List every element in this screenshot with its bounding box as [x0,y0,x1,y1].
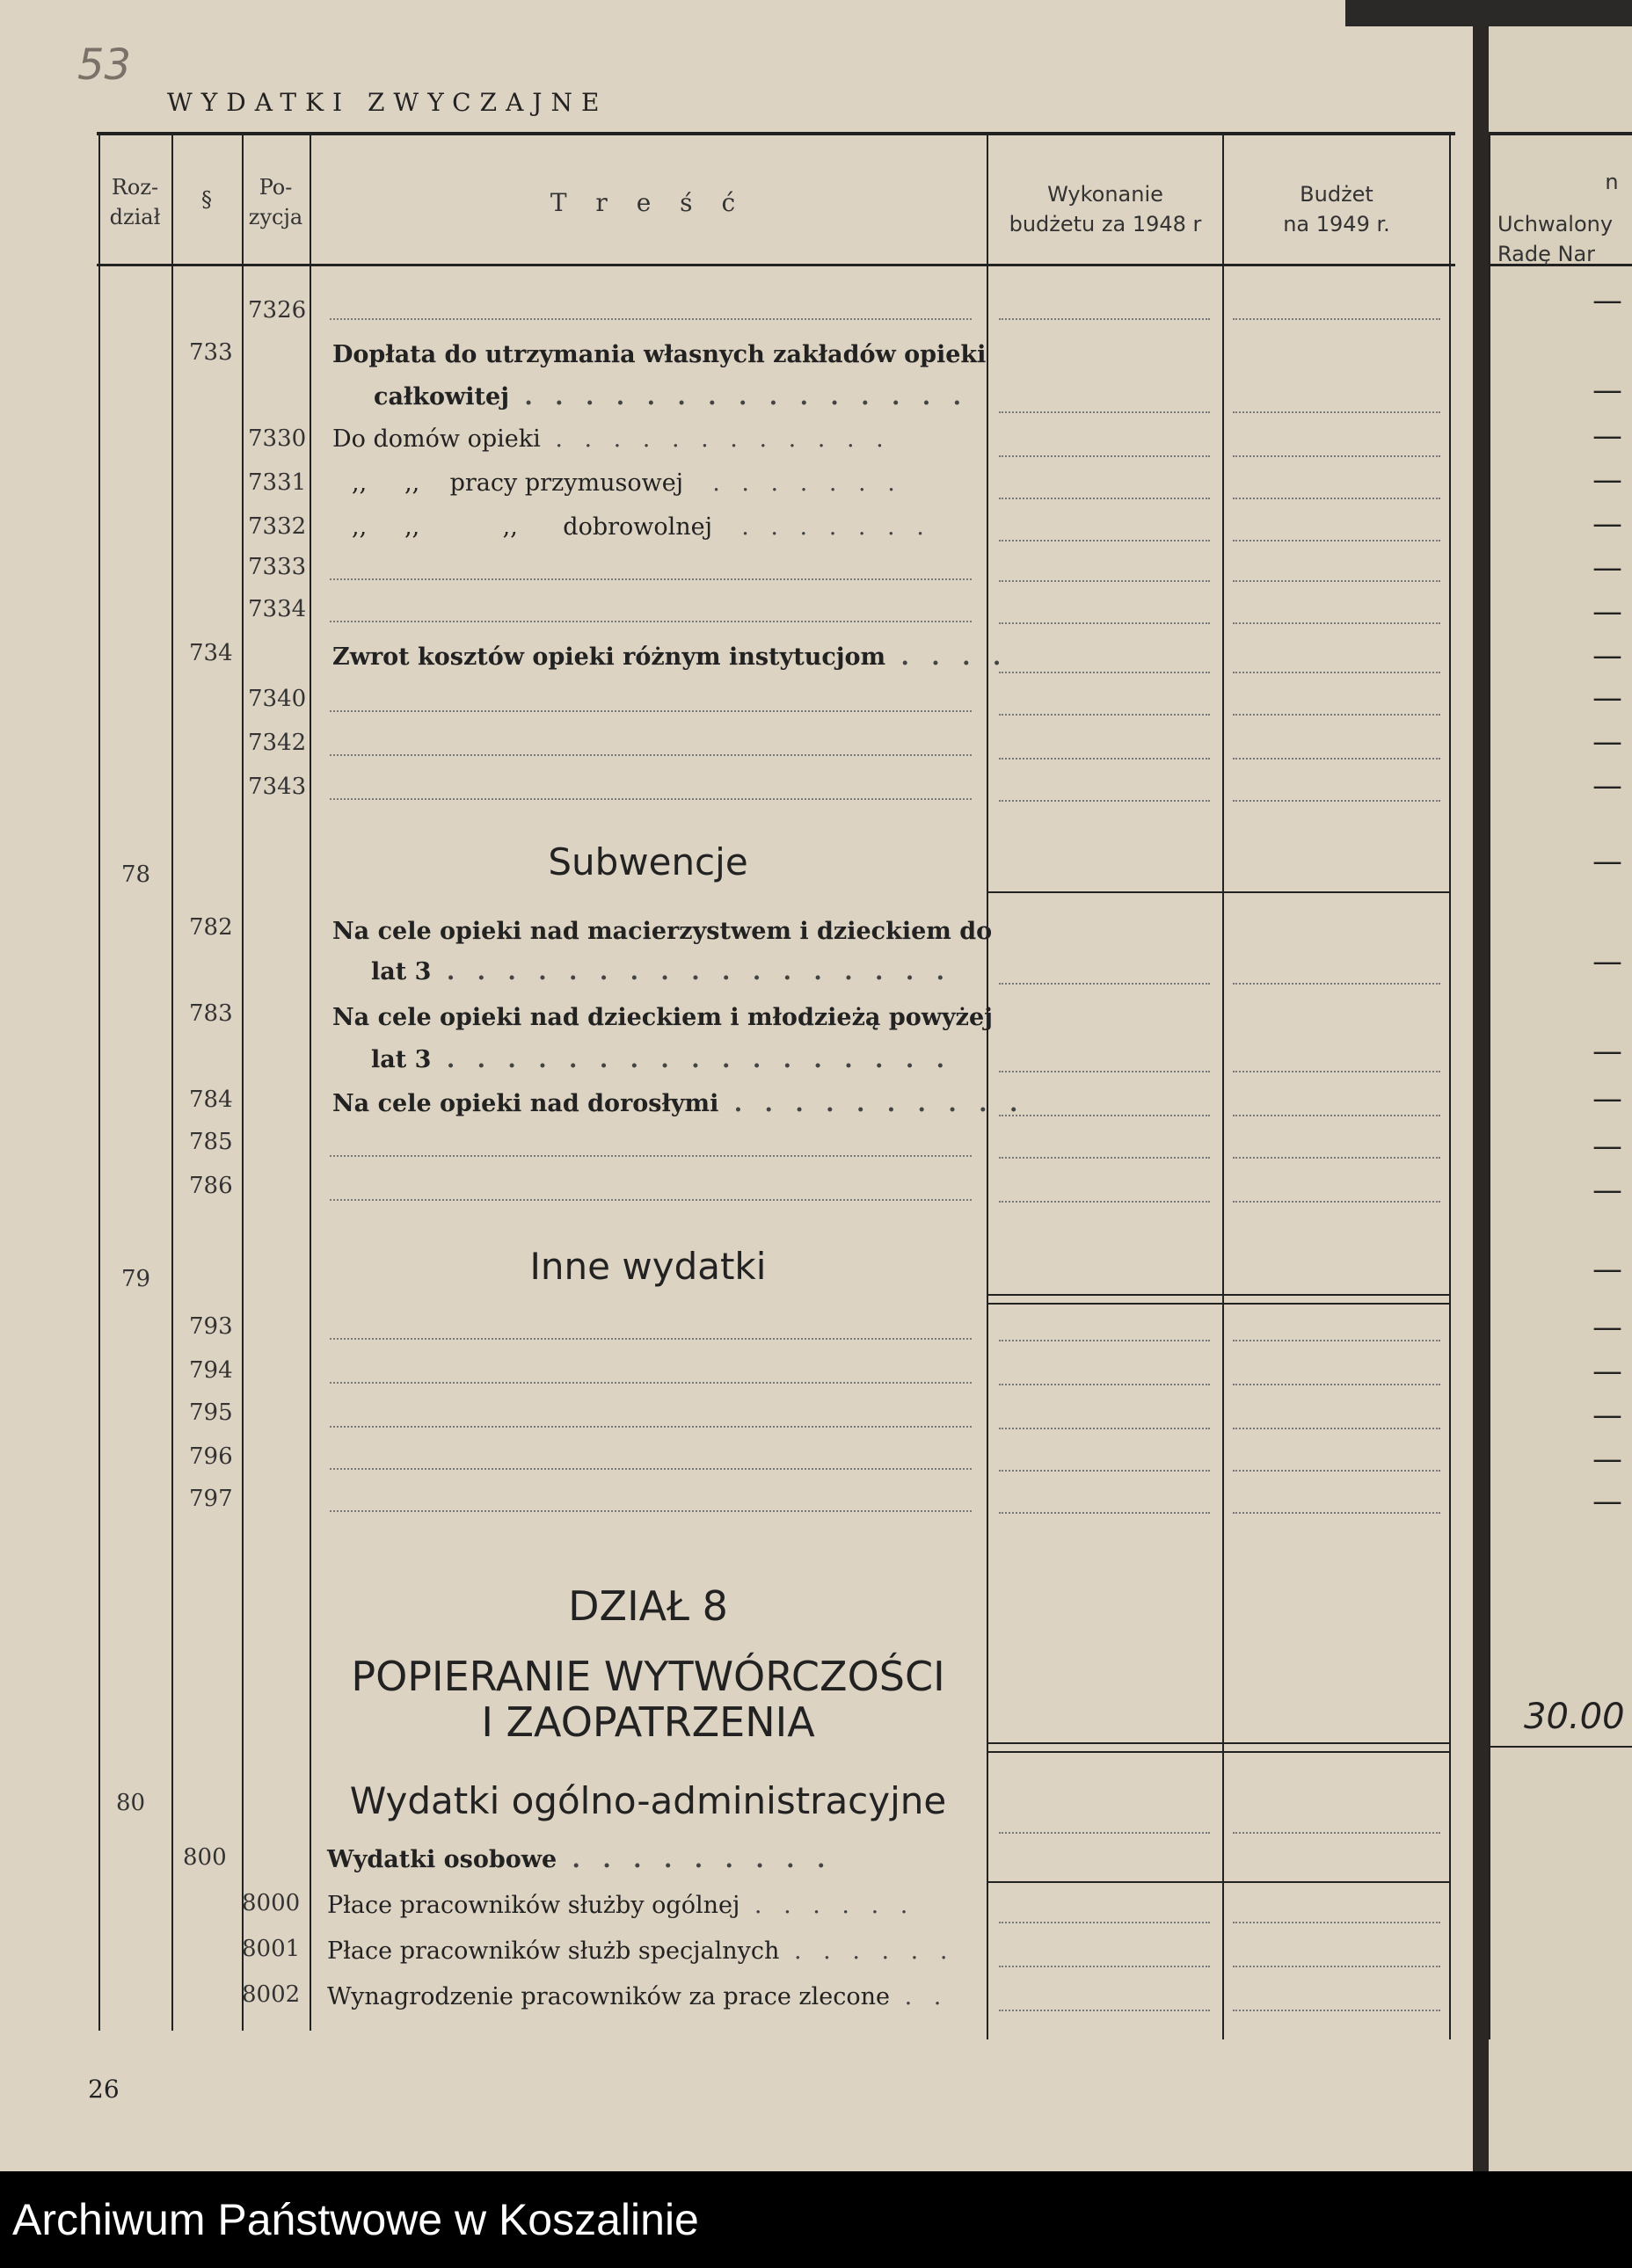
row-text: Zwrot kosztów opieki różnym instytucjom . . . . [332,643,1009,671]
cell-rule [988,1294,1449,1296]
cell-line [999,455,1210,457]
pozycja-number: 7331 [248,469,307,496]
cell-line [999,411,1210,413]
dotted-leader [330,1510,972,1512]
cell-line [999,2010,1210,2011]
row-text: Wynagrodzenie pracowników za prace zlecone . . [327,1983,949,2010]
cell-rule [988,1751,1449,1753]
dotted-leader [330,798,972,800]
cell-line [999,1512,1210,1514]
cell-line [1233,1384,1440,1385]
pozycja-number: 7332 [248,513,307,540]
cell-line [1233,1966,1440,1967]
paragraf-number: 783 [189,1000,233,1027]
col-header-wykonanie: Wykonanie budżetu za 1948 r [1009,182,1202,236]
pozycja-number: 8002 [242,1981,301,2008]
archive-footer: Archiwum Państwowe w Koszalinie [0,2171,1632,2268]
cell-line [1233,1157,1440,1159]
paragraf-number: 782 [189,914,233,941]
cell-line [999,580,1210,582]
pozycja-number: 7333 [248,554,307,580]
next-page-col-rule [1489,132,1490,2039]
col-header-pozycja: Po- zycja [248,175,303,229]
dzial-heading: DZIAŁ 8 [568,1582,728,1630]
dotted-leader [330,754,972,756]
dotted-leader [330,710,972,712]
empty-value-dash: — [1592,373,1622,408]
cell-rule [988,1881,1449,1883]
cell-rule [988,891,1449,893]
cell-line [1233,1470,1440,1472]
col-rule [98,132,100,2031]
dotted-leader [330,621,972,622]
paragraf-number: 795 [189,1399,233,1426]
empty-value-dash: — [1592,768,1622,803]
paragraf-number: 733 [189,339,233,366]
row-text: Do domów opieki . . . . . . . . . . . . [332,425,891,453]
header-title: WYDATKI ZWYCZAJNE [167,88,608,117]
cell-line [999,498,1210,499]
next-page-edge [1473,0,1632,2171]
paragraf-number: 793 [189,1313,233,1340]
cell-line [999,758,1210,760]
cell-line [1233,1428,1440,1429]
paragraf-number: 797 [189,1486,233,1512]
row-text: Wydatki osobowe . . . . . . . . . [327,1846,833,1873]
pozycja-number: 7340 [248,686,307,712]
cell-line [1233,498,1440,499]
cell-line [1233,540,1440,542]
page-number: 26 [88,2075,120,2104]
cell-line [1233,1115,1440,1116]
cell-line [1233,1071,1440,1072]
dzial-title-line2: I ZAOPATRZENIA [481,1698,815,1746]
cell-line [1233,1922,1440,1923]
paragraf-number: 785 [189,1129,233,1155]
col-header-budzet: Budżet na 1949 r. [1283,182,1390,236]
cell-line [1233,580,1440,582]
empty-value-dash: — [1592,1354,1622,1389]
empty-value-dash: — [1592,1173,1622,1208]
cell-line [999,983,1210,985]
cell-line [999,1115,1210,1116]
cell-rule [988,1742,1449,1744]
empty-value-dash: — [1592,944,1622,979]
cell-line [999,318,1210,320]
empty-value-dash: — [1592,1442,1622,1477]
row-text: Płace pracowników służby ogólnej . . . . . . [327,1892,915,1919]
col-header-rozdzial: Roz- dział [109,175,161,229]
dotted-leader [330,1468,972,1470]
cell-line [999,1071,1210,1072]
paragraf-number: 786 [189,1173,233,1199]
row-text: Dopłata do utrzymania własnych zakładów opieki [332,341,987,368]
empty-value-dash: — [1592,462,1622,498]
section-heading-inne-wydatki: Inne wydatki [529,1245,767,1288]
cell-line [1233,672,1440,673]
empty-value-dash: — [1592,844,1622,879]
cell-line [999,714,1210,716]
cell-line [1233,455,1440,457]
rozdzial-number: 78 [121,861,151,888]
cell-line [999,1157,1210,1159]
next-page-subheader-fragment: Uchwalony Radę Nar [1497,212,1614,266]
row-text: całkowitej . . . . . . . . . . . . . . . [374,383,968,411]
row-text: Płace pracowników służb specjalnych . . . . . . [327,1937,955,1965]
cell-line [999,672,1210,673]
cell-line [1233,1340,1440,1341]
col-rule [171,132,173,2031]
row-text: Na cele opieki nad dzieckiem i młodzieżą powyżej [332,1004,993,1031]
cell-line [999,540,1210,542]
cell-line [1233,800,1440,802]
row-text: ,, ,, pracy przymusowej . . . . . . . [352,469,902,497]
dotted-leader [330,1426,972,1428]
empty-value-dash: — [1592,550,1622,585]
dzial-title-line1: POPIERANIE WYTWÓRCZOŚCI [351,1653,945,1700]
section-heading-subwencje: Subwencje [548,840,748,883]
pozycja-number: 7330 [248,425,307,452]
empty-value-dash: — [1592,1081,1622,1116]
empty-value-dash: — [1592,1252,1622,1287]
row-text: Na cele opieki nad macierzystwem i dzieckiem do [332,918,993,945]
col-rule [987,132,988,2039]
pozycja-number: 7334 [248,596,307,622]
cell-line [1233,2010,1440,2011]
page-code-handwritten: 53 [77,40,132,90]
empty-value-dash: — [1592,594,1622,629]
cell-line [1233,1201,1440,1203]
empty-value-dash: — [1592,1398,1622,1433]
empty-value-dash: — [1592,1129,1622,1164]
empty-value-dash: — [1592,1484,1622,1519]
cell-line [1233,1512,1440,1514]
pozycja-number: 7343 [248,774,307,800]
row-text: Na cele opieki nad dorosłymi . . . . . . . . . . [332,1090,1025,1117]
next-page-header-fragment: n [1605,170,1619,194]
pozycja-number: 7342 [248,730,307,756]
scan-edge [1345,0,1632,26]
cell-line [1233,1832,1440,1834]
rozdzial-number: 80 [116,1790,146,1816]
paragraf-number: 796 [189,1443,233,1470]
cell-line [999,1340,1210,1341]
next-page-rule [1489,1746,1632,1748]
paragraf-number: 784 [189,1087,233,1113]
dotted-leader [330,1382,972,1384]
col-header-paragraf: § [201,187,212,212]
cell-line [999,1832,1210,1834]
row-text: ,, ,, ,, dobrowolnej . . . . . . . [352,513,931,541]
dotted-leader [330,1199,972,1201]
empty-value-dash: — [1592,1310,1622,1345]
table-top-border [97,132,1455,135]
cell-line [1233,411,1440,413]
row-text: lat 3 . . . . . . . . . . . . . . . . . [371,1046,952,1073]
dotted-leader [330,1155,972,1157]
cell-line [999,1428,1210,1429]
cell-line [1233,983,1440,985]
paragraf-number: 734 [189,640,233,666]
paragraf-number: 800 [183,1844,227,1871]
cell-line [1233,758,1440,760]
cell-line [999,800,1210,802]
pozycja-number: 8001 [242,1936,301,1962]
dotted-leader [330,318,972,320]
col-rule [242,132,244,2031]
col-rule [1222,132,1224,2039]
col-rule [1449,132,1451,2039]
paragraf-number: 794 [189,1357,233,1384]
cell-line [1233,622,1440,624]
next-page-top-border [1489,132,1632,135]
cell-line [1233,714,1440,716]
dotted-leader [330,578,972,580]
table-header-border [97,264,1455,266]
pozycja-number: 8000 [242,1890,301,1916]
col-rule [310,132,311,2031]
cell-line [999,1201,1210,1203]
cell-line [999,1384,1210,1385]
empty-value-dash: — [1592,506,1622,542]
cell-line [1233,318,1440,320]
cell-line [999,622,1210,624]
pozycja-number: 7326 [248,297,307,323]
cell-line [999,1966,1210,1967]
cell-line [999,1922,1210,1923]
col-header-tresc: T r e ś ć [550,188,747,217]
row-text: lat 3 . . . . . . . . . . . . . . . . . [371,958,952,985]
empty-value-dash: — [1592,680,1622,716]
cell-rule [988,1303,1449,1305]
empty-value-dash: — [1592,638,1622,673]
dotted-leader [330,1338,972,1340]
cell-line [999,1470,1210,1472]
empty-value-dash: — [1592,724,1622,760]
handwritten-amount: 30.00 [1524,1697,1625,1737]
empty-value-dash: — [1592,418,1622,454]
empty-value-dash: — [1592,283,1622,318]
rozdzial-number: 79 [121,1266,151,1292]
section-heading-ogolno: Wydatki ogólno-administracyjne [349,1779,947,1822]
empty-value-dash: — [1592,1034,1622,1069]
